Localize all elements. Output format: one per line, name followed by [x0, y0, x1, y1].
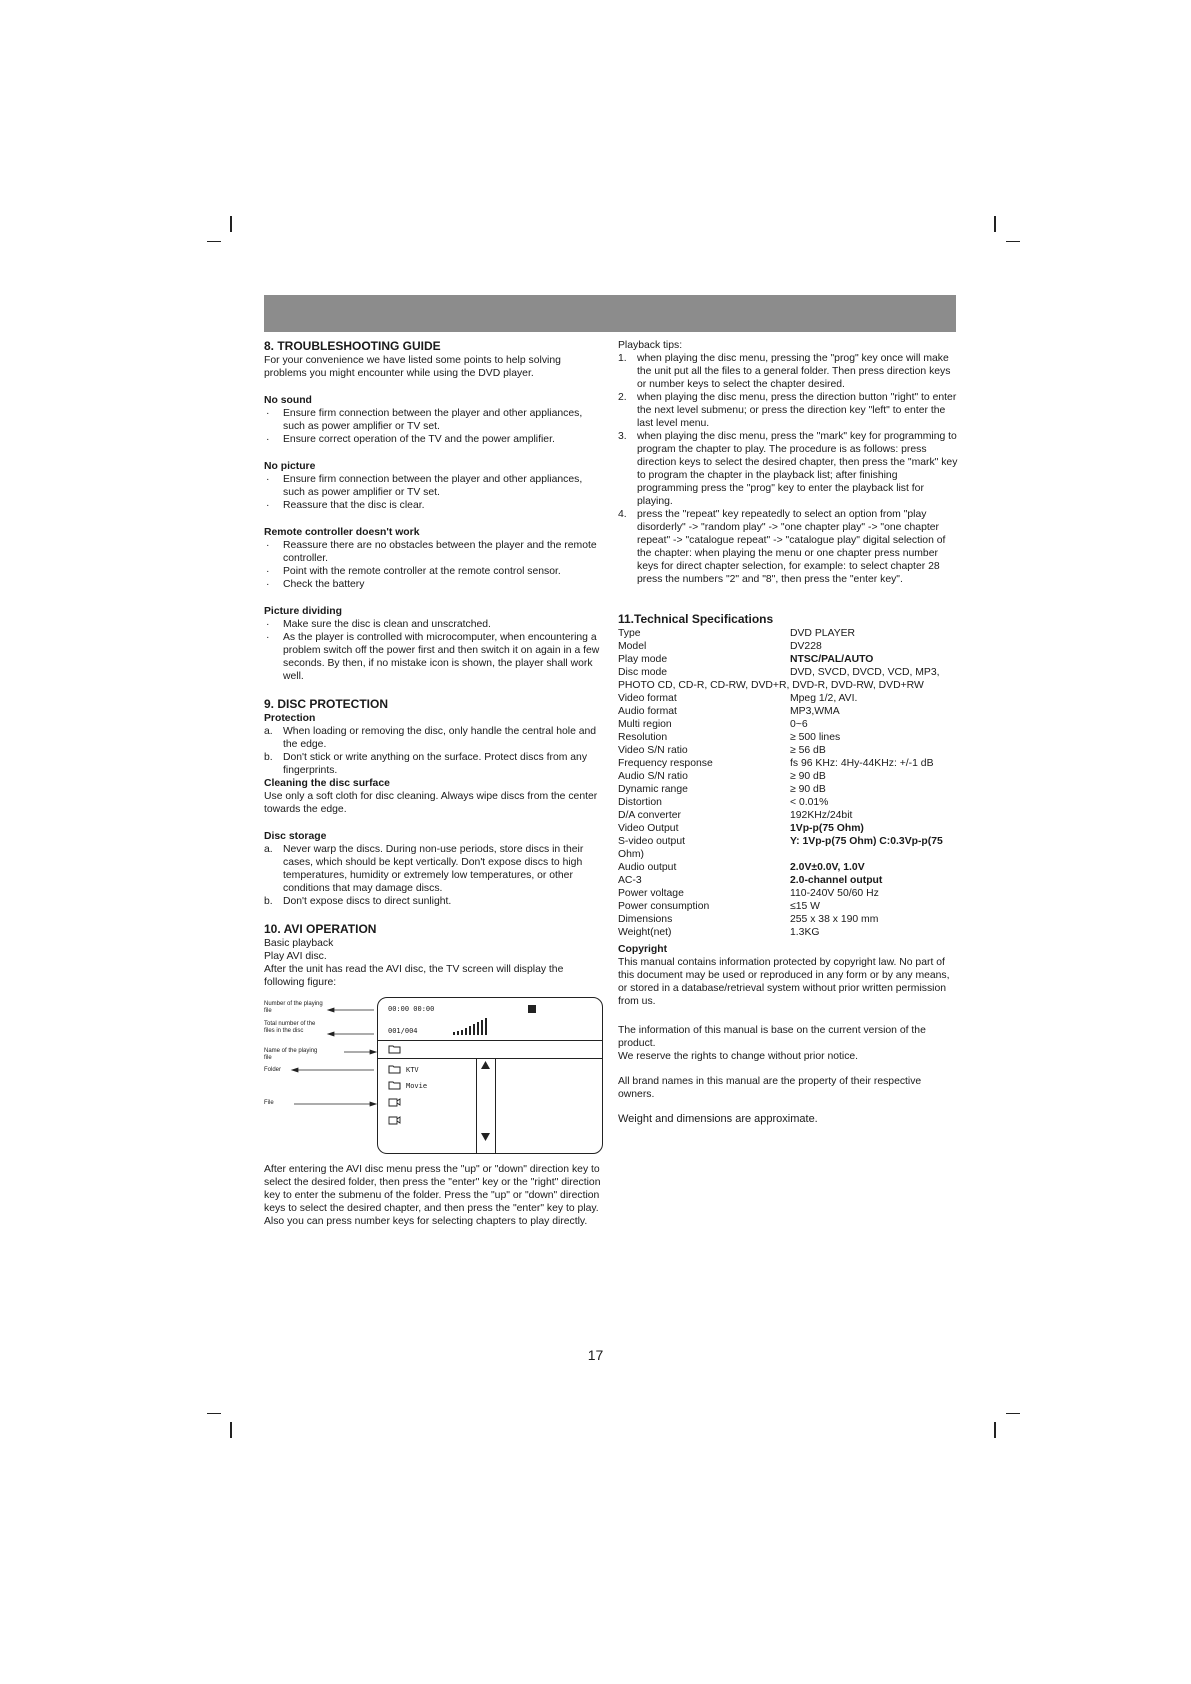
spec-value: 192KHz/24bit: [790, 810, 853, 821]
right-column: [618, 339, 958, 1126]
protection-title: Protection: [264, 713, 316, 724]
header-bar: [264, 295, 956, 332]
list-item: a. When loading or removing the disc, only handle the central hole and the edge.: [264, 726, 597, 750]
list-item: 2. when playing the disc menu, press the direction button "right" to enter the next level submenu; or press the direction key "left" to enter the last level menu.: [618, 392, 957, 429]
spec-key: Model: [618, 641, 647, 652]
list-item: · Ensure firm connection between the player and other appliances, such as power amplifier or TV set.: [266, 408, 583, 432]
troubleshooting-intro: For your convenience we have listed some points to help solving problems you might encounter while using the DVD player.: [264, 355, 561, 379]
specs-table: [618, 692, 958, 848]
storage-title: Disc storage: [264, 831, 327, 842]
spec-value: MP3,WMA: [790, 706, 840, 717]
spec-value: Y: 1Vp-p(75 Ohm) C:0.3Vp-p(75: [790, 836, 943, 847]
spec-value: 255 x 38 x 190 mm: [790, 914, 879, 925]
scroll-arrows-icon: [477, 1058, 495, 1153]
list-item: · Ensure firm connection between the player and other appliances, such as power amplifier or TV set.: [266, 474, 583, 498]
spec-key: Video format: [618, 693, 677, 704]
spec-value: 110-240V 50/60 Hz: [790, 888, 879, 899]
no-sound-title: No sound: [264, 395, 312, 406]
left-column: [264, 339, 604, 1228]
brands-note: All brand names in this manual are the property of their respective owners.: [618, 1076, 922, 1100]
spec-value: 0~6: [790, 719, 808, 730]
spec-key: Power consumption: [618, 901, 710, 912]
folder-name: KTV: [406, 1066, 419, 1074]
crop-mark: [230, 1422, 232, 1438]
spec-value: ≥ 500 lines: [790, 732, 841, 743]
spec-value: fs 96 KHz: 4Hy-44KHz: +/-1 dB: [790, 758, 934, 769]
spec-key: Disc mode: [618, 667, 668, 678]
avi-after-menu: After entering the AVI disc menu press the "up" or "down" direction key to select the desired folder, then press the "enter" key or the "right" direction key to enter the submenu of the folder. Press the "up" or "down" direction keys to select the desired chapter, and then press the "enter" key to play. Also you can press number keys for selecting chapters to play directly.: [264, 1164, 601, 1227]
list-item: b. Don't stick or write anything on the surface. Protect discs from any fingerprints.: [264, 752, 588, 776]
spec-value: ≤15 W: [790, 901, 820, 912]
crop-mark: [994, 1422, 996, 1438]
page-number: 17: [587, 1347, 604, 1363]
spec-continuation: PHOTO CD, CD-R, CD-RW, DVD+R, DVD-R, DVD-RW, DVD+RW: [618, 680, 924, 691]
troubleshooting-title: 8. TROUBLESHOOTING GUIDE: [264, 339, 441, 353]
spec-key: Type: [618, 628, 641, 639]
spec-key: AC-3: [618, 875, 642, 886]
scrollbar[interactable]: [476, 1058, 496, 1153]
folder-icon: [388, 1080, 402, 1090]
list-item: · Reassure there are no obstacles between the player and the remote controller.: [266, 540, 597, 564]
list-item: · As the player is controlled with microcomputer, when encountering a problem switch off the power first and then switch it on again in a few seconds. By then, if no mistake icon is shown, the player shall work well.: [266, 632, 600, 682]
reserve-note: We reserve the rights to change without prior notice.: [618, 1051, 859, 1062]
list-item: · Check the battery: [266, 579, 365, 590]
folder-name: Movie: [406, 1082, 428, 1090]
spec-key: Distortion: [618, 797, 662, 808]
spec-key: Power voltage: [618, 888, 684, 899]
spec-key: Video Output: [618, 823, 679, 834]
folder-icon: [388, 1044, 402, 1054]
spec-key: Frequency response: [618, 758, 713, 769]
disc-protection-title: 9. DISC PROTECTION: [264, 697, 389, 711]
file-icon: [388, 1114, 402, 1126]
folder-icon: [388, 1064, 402, 1074]
crop-mark: [1006, 241, 1020, 242]
spec-key: Audio S/N ratio: [618, 771, 688, 782]
avi-title: 10. AVI OPERATION: [264, 922, 377, 936]
figure-label: Name of the playing file: [264, 1048, 318, 1061]
crop-mark: [230, 216, 232, 232]
picture-dividing-title: Picture dividing: [264, 606, 342, 617]
list-item: b. Don't expose discs to direct sunlight.: [264, 896, 452, 907]
crop-mark: [1006, 1413, 1020, 1414]
spec-key: Weight(net): [618, 927, 672, 938]
list-item: · Reassure that the disc is clear.: [266, 500, 425, 511]
spec-key: Resolution: [618, 732, 668, 743]
crop-mark: [994, 216, 996, 232]
spec-key: Dimensions: [618, 914, 673, 925]
info-note: The information of this manual is base on the current version of the product.: [618, 1025, 926, 1049]
spec-value: DVD PLAYER: [790, 628, 856, 639]
spec-value: NTSC/PAL/AUTO: [790, 654, 874, 665]
copyright-text: This manual contains information protected by copyright law. No part of this document may be used or reproduced in any form or by any means, or stored in a database/retrieval system without prior written permission from us.: [618, 957, 950, 1007]
figure-label: Folder: [264, 1067, 282, 1073]
cleaning-text: Use only a soft cloth for disc cleaning. Always wipe discs from the center towards the edge.: [264, 791, 598, 815]
spec-value: Mpeg 1/2, AVI.: [790, 693, 858, 704]
figure-label: File: [264, 1100, 274, 1106]
spec-continuation: Ohm): [618, 849, 644, 860]
spec-key: Play mode: [618, 654, 668, 665]
playback-tips-title: Playback tips:: [618, 340, 683, 351]
spec-value: DV228: [790, 641, 822, 652]
figure-label: Number of the playing file: [264, 1001, 323, 1014]
list-item: 4. press the "repeat" key repeatedly to select an option from "play disorderly" -> "random play" -> "one chapter play" -> "one chapter repeat" -> "catalogue repeat" -> "catalogue play" digital selection of the chapter: when playing the menu or one chapter press number keys for direct chapter selection, for example: to select chapter 28 press the numbers "2" and "8", then press the "enter key".: [618, 509, 946, 585]
list-item: 3. when playing the disc menu, press the "mark" key for programming to program the chapter to play. The procedure is as follows: press direction keys to select the desired chapter, then press the "mark" key to program the chapter in the playback list; after finishing programming press the "prog" key to enter the playback list for playing.: [618, 431, 958, 507]
avi-play: Play AVI disc.: [264, 951, 327, 962]
avi-screen-figure: [264, 997, 604, 1157]
spec-value: DVD, SVCD, DVCD, VCD, MP3,: [790, 667, 940, 678]
spec-key: Audio format: [618, 706, 677, 717]
list-item: · Point with the remote controller at the remote control sensor.: [266, 566, 561, 577]
list-item: · Ensure correct operation of the TV and the power amplifier.: [266, 434, 555, 445]
file-icon: [388, 1096, 402, 1108]
spec-value: 2.0V±0.0V, 1.0V: [790, 862, 865, 873]
spec-key: Multi region: [618, 719, 672, 730]
spec-value: 1.3KG: [790, 927, 820, 938]
cleaning-title: Cleaning the disc surface: [264, 778, 390, 789]
figure-label: Total number of the files in the disc: [264, 1021, 316, 1034]
tv-screen: [377, 997, 603, 1154]
weight-note: Weight and dimensions are approximate.: [618, 1113, 818, 1125]
spec-key: Dynamic range: [618, 784, 688, 795]
list-item: a. Never warp the discs. During non-use periods, store discs in their cases, which should be kept vertically. Don't expose discs to high temperatures, humidity or extremely low temperatures, or other conditions that may damage discs.: [264, 844, 584, 894]
spec-key: D/A converter: [618, 810, 681, 821]
spec-value: 2.0-channel output: [790, 875, 883, 886]
spec-key: Audio output: [618, 862, 677, 873]
spec-key: Video S/N ratio: [618, 745, 688, 756]
list-item: 1. when playing the disc menu, pressing the "prog" key once will make the unit put all the files to a general folder. Then press direction keys or number keys to select the chapter desired.: [618, 353, 951, 390]
crop-mark: [207, 1413, 221, 1414]
avi-basic: Basic playback: [264, 938, 334, 949]
spec-value: ≥ 90 dB: [790, 771, 826, 782]
time-display: 00:00 00:00: [388, 1005, 435, 1013]
stop-icon: [528, 1005, 536, 1013]
spec-value: ≥ 90 dB: [790, 784, 826, 795]
spec-value: 1Vp-p(75 Ohm): [790, 823, 864, 834]
file-counter: 001/004: [388, 1027, 418, 1035]
specs-table: [618, 627, 958, 679]
spec-key: S-video output: [618, 836, 686, 847]
crop-mark: [207, 241, 221, 242]
specs-table: [618, 861, 958, 939]
specs-title: 11.Technical Specifications: [618, 612, 774, 626]
remote-title: Remote controller doesn't work: [264, 527, 420, 538]
figure-arrows: [264, 997, 384, 1157]
copyright-title: Copyright: [618, 944, 668, 955]
spec-value: ≥ 56 dB: [790, 745, 826, 756]
avi-after-read: After the unit has read the AVI disc, the TV screen will display the following figure:: [264, 964, 564, 988]
signal-bars-icon: [453, 1017, 493, 1037]
spec-value: < 0.01%: [790, 797, 829, 808]
no-picture-title: No picture: [264, 461, 316, 472]
list-item: · Make sure the disc is clean and unscratched.: [266, 619, 491, 630]
